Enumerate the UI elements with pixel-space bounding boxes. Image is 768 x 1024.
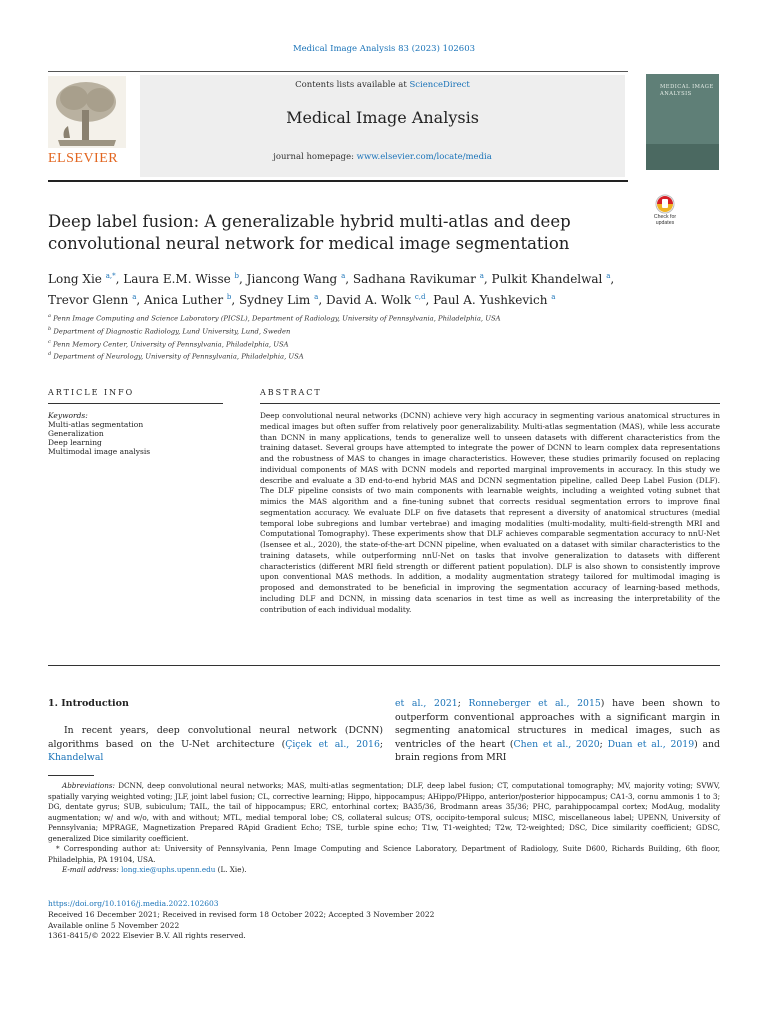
- journal-homepage: journal homepage: www.elsevier.com/locate/media: [273, 152, 492, 162]
- author-affiliation-marker[interactable]: a,*: [105, 272, 116, 280]
- author-name[interactable]: Paul A. Yushkevich: [433, 293, 548, 307]
- article-info-rule: [48, 403, 223, 404]
- article-info-heading: ARTICLE INFO: [48, 388, 135, 397]
- citation-link[interactable]: Ronneberger et al., 2015: [468, 698, 601, 709]
- received-dates: Received 16 December 2021; Received in revised form 18 October 2022; Accepted 3 November 2022: [48, 909, 435, 919]
- sciencedirect-link[interactable]: ScienceDirect: [409, 80, 470, 90]
- keyword-item: Multi-atlas segmentation: [48, 420, 144, 429]
- email-footnote: E-mail address: long.xie@uphs.upenn.edu (L. Xie).: [62, 865, 247, 874]
- author-affiliation-marker[interactable]: a: [341, 272, 346, 280]
- author-name[interactable]: Laura E.M. Wisse: [123, 272, 231, 286]
- keyword-item: Multimodal image analysis: [48, 447, 151, 456]
- affiliation-marker: d: [48, 351, 52, 358]
- affiliation-text: Department of Neurology, University of Pennsylvania, Philadelphia, USA: [53, 352, 304, 361]
- footnote-rule: [48, 775, 94, 776]
- author-name[interactable]: Sadhana Ravikumar: [352, 272, 476, 286]
- author-name[interactable]: Long Xie: [48, 272, 102, 286]
- affiliation-marker: b: [48, 325, 52, 332]
- intro-right-column: et al., 2021; Ronneberger et al., 2015) have been shown to outperform conventional approaches with a significant margin in segmenting anatomical structures in medical images, such as ventricles of the heart (Chen et al., 2020; Duan et al., 2019) and brain regions from MRI: [395, 698, 721, 763]
- author-affiliation-marker[interactable]: b: [226, 293, 232, 301]
- abstract-heading: ABSTRACT: [260, 388, 322, 397]
- journal-cover-image: [646, 74, 719, 170]
- journal-title: Medical Image Analysis: [286, 108, 479, 127]
- citation-link[interactable]: Khandelwal: [48, 752, 104, 763]
- author-name[interactable]: Trevor Glenn: [48, 293, 129, 307]
- keywords-block: [48, 411, 223, 456]
- keyword-item: Generalization: [48, 429, 104, 438]
- corresponding-author-footnote: * Corresponding author at: University of Pennsylvania, Penn Image Computing and Science Laboratory, Department of Radiology, Suite D600, Richards Building, 6th floor, Philadelphia, PA 19104, USA.: [48, 844, 720, 864]
- affiliation-text: Department of Diagnostic Radiology, Lund University, Lund, Sweden: [53, 327, 291, 336]
- email-link[interactable]: long.xie@uphs.upenn.edu: [121, 865, 216, 874]
- doi-link[interactable]: https://doi.org/10.1016/j.media.2022.102603: [48, 899, 219, 908]
- affiliation-item: [48, 324, 688, 337]
- citation-link[interactable]: Chen et al., 2020: [513, 738, 600, 750]
- affiliation-text: Penn Memory Center, University of Pennsylvania, Philadelphia, USA: [52, 339, 289, 348]
- citation-link[interactable]: Duan et al., 2019: [607, 738, 695, 750]
- journal-reference[interactable]: Medical Image Analysis 83 (2023) 102603: [292, 44, 476, 54]
- author-affiliation-marker[interactable]: a: [479, 272, 484, 280]
- check-for-updates-label: Check for updates: [653, 214, 677, 226]
- article-metadata: [48, 899, 548, 942]
- author-name[interactable]: David A. Wolk: [325, 293, 412, 307]
- author-list: Long Xie $^{a,*}$, Laura E.M. Wisse $^b$, Jiancong Wang $^a$, Sadhana Ravikumar $^a$, Pulkit Khandelwal $^a$, Trevor Glenn $^a$, Anica Luther $^b$, Sydney Lim $^a$, David A. Wolk $^{c,d}$, Paul A. Yushkevich $^a$: [48, 272, 615, 307]
- author-affiliation-marker[interactable]: a: [551, 293, 556, 301]
- abstract-text: Deep convolutional neural networks (DCNN) achieve very high accuracy in segmenting various anatomical structures in medical images but often suffer from relatively poor generalizability. Multi-atlas segmentation (MAS), while less accurate than DCNN in many applications, tends to generalize well to unseen datasets with different characteristics from the training dataset. Several groups have attempted to integrate the power of DCNN to learn complex data representations and the robustness of MAS to changes in image characteristics. However, these studies primarily focused on replacing individual components of MAS with DCNN models and reported marginal improvements in accuracy. In this study we describe and evaluate a 3D end-to-end hybrid MAS and DCNN segmentation pipeline, called Deep Label Fusion (DLF). The DLF pipeline consists of two main components with learnable weights, including a weighted voting subnet that mimics the MAS algorithm and a fine-tuning subnet that corrects residual segmentation errors to improve final segmentation accuracy. We evaluate DLF on five datasets that represent a diversity of anatomical structures (medial temporal lobe subregions and lumbar vertebrae) and imaging modalities (multi-modality, multi-field-strength MRI and Computational Tomography). These experiments show that DLF achieves comparable segmentation accuracy to nnU-Net (Isensee et al., 2020), the state-of-the-art DCNN pipeline, when evaluated on a dataset with similar characteristics to the training datasets, while outperforming nnU-Net on tasks that involve generalization to datasets with different characteristics (different MRI field strength or different patient population). DLF is also shown to consistently improve upon conventional MAS methods. In addition, a modality augmentation strategy tailored for multimodal imaging is proposed and demonstrated to be beneficial in improving the segmentation accuracy of learning-based methods, including DLF and DCNN, in missing data scenarios in test time as well as increasing the interpretability of the contribution of each individual modality.: [260, 411, 720, 614]
- cover-band: [646, 144, 719, 170]
- affiliation-text: Penn Image Computing and Science Laboratory (PICSL), Department of Radiology, University of Pennsylvania, Philadelphia, USA: [53, 314, 501, 323]
- article-title: Deep label fusion: A generalizable hybrid multi-atlas and deep convolutional neural network for medical image segmentation: [48, 212, 571, 253]
- available-online: Available online 5 November 2022: [48, 920, 180, 930]
- footnotes: [48, 781, 720, 876]
- masthead-top-rule: [48, 71, 628, 72]
- journal-homepage-link[interactable]: www.elsevier.com/locate/media: [356, 152, 492, 162]
- introduction-heading: 1. Introduction: [48, 698, 129, 709]
- abbreviations-footnote: Abbreviations: DCNN, deep convolutional neural networks; MAS, multi-atlas segmentation; DLF, deep label fusion; CT, computational tomography; MV, majority voting; SVWV, spatially varying weighted voting; JLF, joint label fusion; CL, corrective learning; Hippo, hippocampus; AHippo/PHippo, anterior/posterior hippocampus; CA1-3, cornu ammonis 1 to 3; DG, dentate gyrus; SUB, subiculum; TAIL, the tail of hippocampus; ERC, entorhinal cortex; BA35/36, Brodmann areas 35/36; PHC, parahippocampal cortex; ModAug, modality augmentation; w/ and w/o, with and without; MTL, medial temporal lobe; CS, collateral sulcus; OTS, occipito-temporal sulcus; MISC, miscellaneous label; UPENN, University of Pennsylvania; MPRAGE, Magnetization Prepared RApid Gradient Echo; TSE, turble spine echo; T1w, T1-weighted; T2w, T2-weighted; DSC, Dice similarity coefficient; GDSC, generalized Dice similarity coefficient.: [48, 781, 720, 843]
- cover-title: MEDICAL IMAGE ANALYSIS: [660, 84, 714, 97]
- affiliation-item: [48, 337, 688, 350]
- keywords-label: Keywords:: [48, 411, 88, 420]
- author-affiliation-marker[interactable]: b: [234, 272, 240, 280]
- citation-link[interactable]: Çiçek et al., 2016: [285, 738, 380, 750]
- author-affiliation-marker[interactable]: a: [314, 293, 319, 301]
- contents-available: Contents lists available at ScienceDirect: [295, 80, 470, 90]
- abstract-bottom-rule: [48, 665, 720, 666]
- affiliation-item: [48, 349, 688, 362]
- affiliation-marker: a: [48, 313, 51, 319]
- elsevier-wordmark: ELSEVIER: [48, 151, 119, 166]
- affiliations: [48, 311, 688, 362]
- affiliation-marker: c: [48, 338, 51, 345]
- author-name[interactable]: Sydney Lim: [239, 293, 311, 307]
- journal-masthead: [140, 75, 625, 177]
- keyword-item: Deep learning: [48, 438, 102, 447]
- citation-link[interactable]: et al., 2021: [395, 698, 458, 709]
- author-affiliation-marker[interactable]: c,d: [414, 293, 426, 301]
- abstract-rule: [260, 403, 720, 404]
- author-name[interactable]: Pulkit Khandelwal: [491, 272, 603, 286]
- author-affiliation-marker[interactable]: a: [606, 272, 611, 280]
- author-name[interactable]: Anica Luther: [144, 293, 224, 307]
- intro-left-column: In recent years, deep convolutional neural network (DCNN) algorithms based on the U-Net architecture (Çiçek et al., 2016; Khandelwal: [48, 725, 383, 763]
- author-affiliation-marker[interactable]: a: [132, 293, 137, 301]
- masthead-bottom-rule: [48, 180, 628, 182]
- author-name[interactable]: Jiancong Wang: [246, 272, 338, 286]
- copyright: 1361-8415/© 2022 Elsevier B.V. All rights reserved.: [48, 931, 246, 941]
- affiliation-item: [48, 311, 688, 324]
